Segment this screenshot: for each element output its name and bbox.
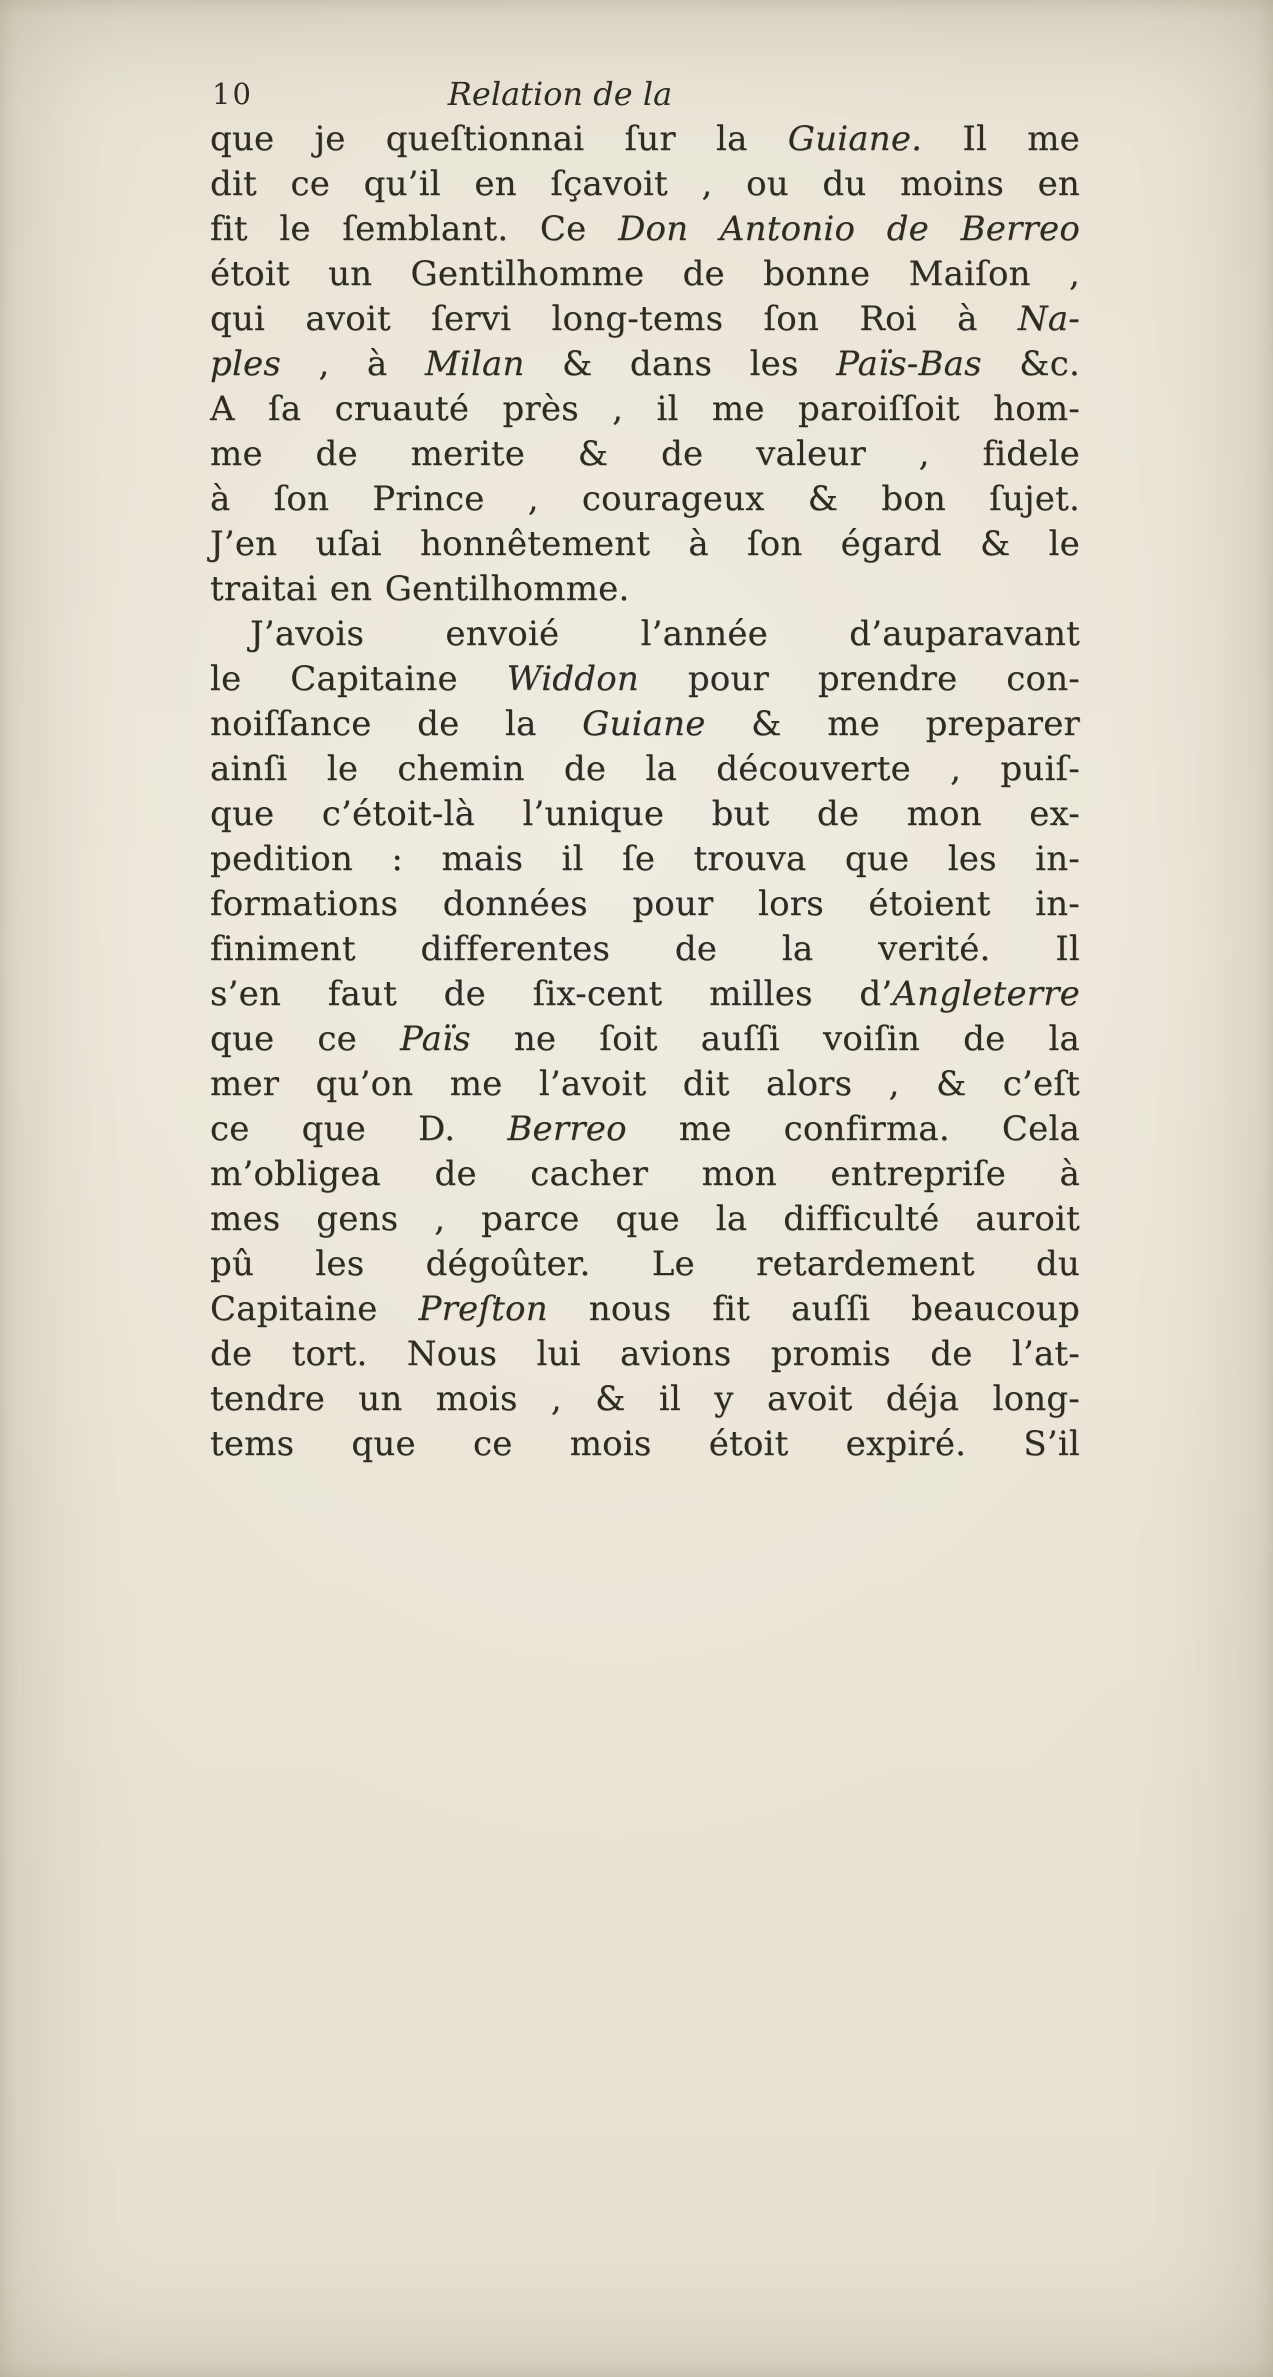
text-line bbox=[210, 522, 1080, 567]
text-line bbox=[210, 162, 1080, 207]
text-line bbox=[210, 837, 1080, 882]
italic-text-segment: Guiane. bbox=[787, 119, 923, 159]
page-number: 10 bbox=[212, 77, 253, 111]
italic-text-segment: Angleterre bbox=[892, 974, 1080, 1014]
text-line bbox=[210, 612, 1080, 657]
text-line bbox=[210, 927, 1080, 972]
text-segment: nous fit auſſi beaucoup bbox=[547, 1289, 1080, 1329]
text-segment: finiment differentes de la verité. Il bbox=[210, 929, 1080, 969]
page-body bbox=[210, 117, 1080, 1467]
text-segment: & dans les bbox=[524, 344, 837, 384]
text-segment: de tort. Nous lui avions promis de l’at- bbox=[210, 1334, 1080, 1374]
italic-text-segment: Païs-Bas bbox=[836, 344, 982, 384]
text-segment: pour prendre con- bbox=[638, 659, 1080, 699]
text-segment: A ſa cruauté près , il me paroiſſoit hom- bbox=[210, 389, 1080, 429]
text-segment: ne ſoit auſſi voiſin de la bbox=[470, 1019, 1080, 1059]
text-segment: mer qu’on me l’avoit dit alors , & c’eſt bbox=[210, 1064, 1080, 1104]
text-line bbox=[210, 1107, 1080, 1152]
running-header: Relation de la bbox=[447, 75, 673, 113]
text-line bbox=[210, 117, 1080, 162]
text-line bbox=[210, 1152, 1080, 1197]
text-segment: formations données pour lors étoient in- bbox=[210, 884, 1080, 924]
text-segment: à ſon Prince , courageux & bon ſujet. bbox=[210, 479, 1080, 519]
text-segment: noiſſance de la bbox=[210, 704, 583, 744]
text-line bbox=[210, 1422, 1080, 1467]
text-segment: pû les dégoûter. Le retardement du bbox=[210, 1244, 1080, 1284]
text-segment: J’en uſai honnêtement à ſon égard & le bbox=[210, 524, 1080, 564]
text-segment: me confirma. Cela bbox=[626, 1109, 1080, 1149]
page-header bbox=[210, 72, 1080, 117]
text-line bbox=[210, 207, 1080, 252]
text-segment: tendre un mois , & il y avoit déja long- bbox=[210, 1379, 1080, 1419]
text-line bbox=[210, 1242, 1080, 1287]
text-line bbox=[210, 387, 1080, 432]
text-segment: Capitaine bbox=[210, 1289, 419, 1329]
text-line bbox=[210, 747, 1080, 792]
text-segment: fit le ſemblant. Ce bbox=[210, 209, 619, 249]
text-segment: pedition : mais il ſe trouva que les in- bbox=[210, 839, 1080, 879]
text-line bbox=[210, 657, 1080, 702]
italic-text-segment: Preſton bbox=[418, 1289, 548, 1329]
text-line bbox=[210, 1197, 1080, 1242]
text-segment: m’obligea de cacher mon entrepriſe à bbox=[210, 1154, 1080, 1194]
text-line bbox=[210, 1377, 1080, 1422]
text-line bbox=[210, 297, 1080, 342]
italic-text-segment: Don Antonio de Berreo bbox=[618, 209, 1080, 249]
text-line bbox=[210, 702, 1080, 747]
text-segment: , à bbox=[281, 344, 425, 384]
text-segment: Il me bbox=[922, 119, 1080, 159]
text-line bbox=[210, 477, 1080, 522]
text-segment: &c. bbox=[981, 344, 1080, 384]
text-line bbox=[210, 342, 1080, 387]
text-line bbox=[210, 432, 1080, 477]
text-line bbox=[210, 882, 1080, 927]
text-line bbox=[210, 252, 1080, 297]
italic-text-segment: Na- bbox=[1017, 299, 1080, 339]
text-segment: que c’étoit-là l’unique but de mon ex- bbox=[210, 794, 1080, 834]
text-segment: ainſi le chemin de la découverte , puiſ- bbox=[210, 749, 1080, 789]
text-line bbox=[210, 792, 1080, 837]
text-line bbox=[210, 1062, 1080, 1107]
italic-text-segment: Guiane bbox=[582, 704, 706, 744]
text-segment: me de merite & de valeur , fidele bbox=[210, 434, 1080, 474]
italic-text-segment: Païs bbox=[400, 1019, 471, 1059]
text-segment: J’avois envoié l’année d’auparavant bbox=[250, 614, 1080, 654]
italic-text-segment: Widdon bbox=[506, 659, 639, 699]
text-segment: que ce bbox=[210, 1019, 401, 1059]
italic-text-segment: ples bbox=[210, 344, 282, 384]
text-segment: tems que ce mois étoit expiré. S’il bbox=[210, 1424, 1080, 1464]
text-line bbox=[210, 1017, 1080, 1062]
text-segment: étoit un Gentilhomme de bonne Maiſon , bbox=[210, 254, 1080, 294]
text-line bbox=[210, 567, 1080, 612]
text-block bbox=[210, 72, 1080, 1467]
text-segment: mes gens , parce que la difficulté auroit bbox=[210, 1199, 1080, 1239]
italic-text-segment: Berreo bbox=[507, 1109, 627, 1149]
italic-text-segment: Milan bbox=[424, 344, 525, 384]
text-line bbox=[210, 1287, 1080, 1332]
text-segment: le Capitaine bbox=[210, 659, 507, 699]
text-segment: que je queſtionnai ſur la bbox=[210, 119, 788, 159]
text-segment: traitai en Gentilhomme. bbox=[210, 569, 630, 609]
text-line bbox=[210, 1332, 1080, 1377]
text-segment: & me preparer bbox=[705, 704, 1080, 744]
text-segment: ce que D. bbox=[210, 1109, 508, 1149]
text-segment: qui avoit ſervi long-tems ſon Roi à bbox=[210, 299, 1018, 339]
text-line bbox=[210, 972, 1080, 1017]
text-segment: s’en faut de ſix-cent milles d’ bbox=[210, 974, 893, 1014]
text-segment: dit ce qu’il en ſçavoit , ou du moins en bbox=[210, 164, 1080, 204]
